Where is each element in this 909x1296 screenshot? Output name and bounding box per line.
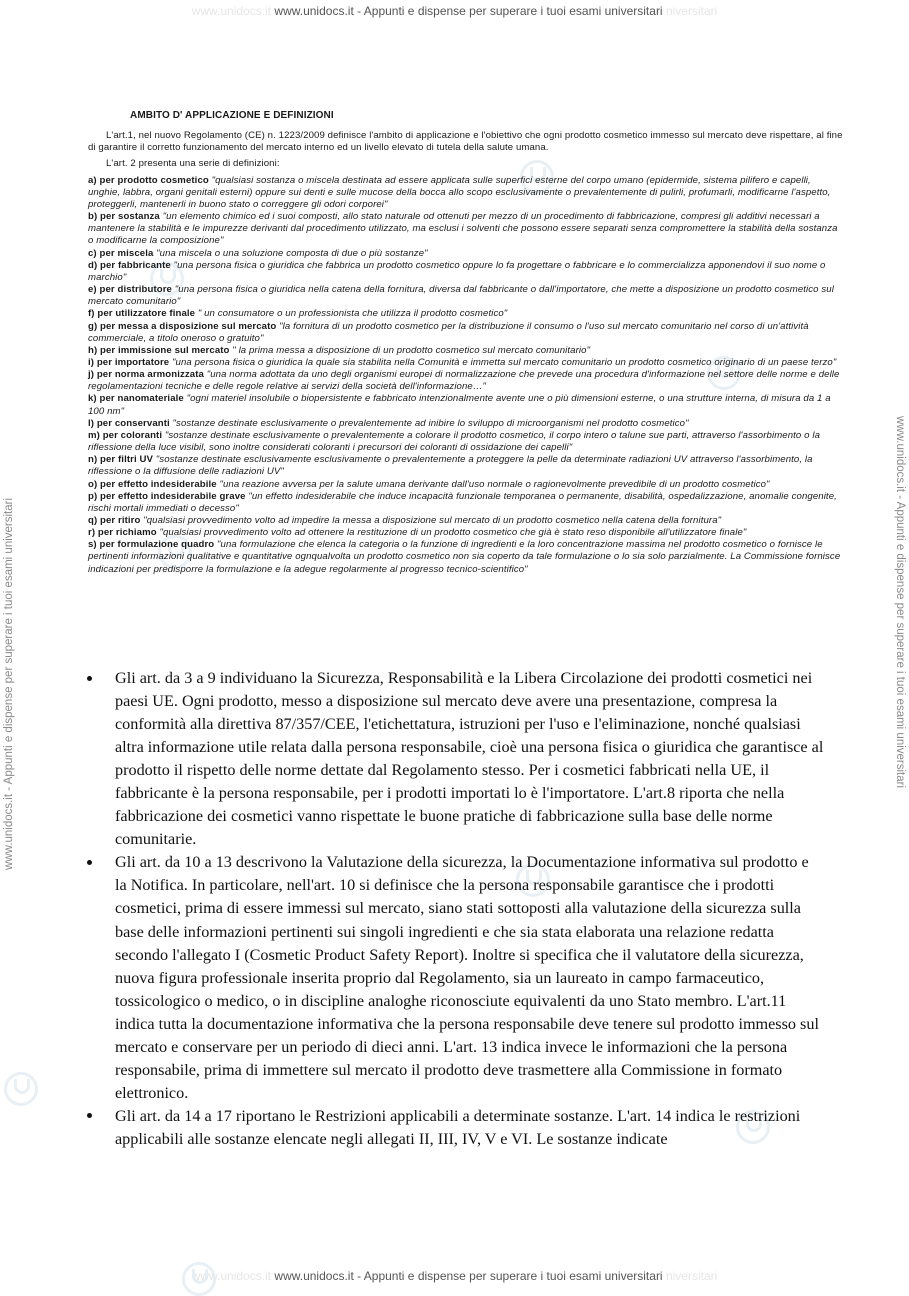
definition-text: "una reazione avversa per la salute umana derivante dall'uso normale o ragionevolmente prevedibile di un prodotto cosmetico" — [216, 478, 770, 490]
right-side-watermark: www.unidocs.it - Appunti e dispense per superare i tuoi esami universitari — [894, 416, 906, 789]
definition-text: "una persona fisica o giuridica la quale sia stabilita nella Comunità e immetta sul mercato comunitario un prodotto cosmetico originario di un paese terzo" — [169, 356, 837, 368]
definition-term: a) per prodotto cosmetico — [88, 174, 209, 186]
scanned-definitions — [88, 110, 844, 576]
definition-term: k) per nanomateriale — [88, 393, 184, 405]
definition-term: h) per immissione sul mercato — [88, 344, 230, 356]
definition-item — [88, 345, 844, 357]
definition-item — [88, 248, 844, 260]
definition-item — [88, 393, 844, 417]
definition-term: p) per effetto indesiderabile grave — [88, 490, 246, 502]
footer-ghost-left: www.unidocs.it — [191, 1269, 272, 1283]
bullet-item: Gli art. da 10 a 13 descrivono la Valutazione della sicurezza, la Documentazione informativa sul prodotto e la Notifica. In particolare, nell'art. 10 si definisce che la persona responsabile garantisce che i prodotti cosmetici, prima di essere immessi sul mercato, siano stati sottoposti alla valutazione della sicurezza sulla base delle informazioni pertinenti sui singoli ingredienti e che sia stata elaborata una relazione redatta secondo l'allegato I (Cosmetic Product Safety Report). Inoltre si specifica che il valutatore della sicurezza, nuova figura professionale inserita proprio dal Regolamento, sia un laureato in campo farmaceutico, tossicologico o medico, o in discipline analoghe riconosciute equivalenti da uno Stato membro. L'art.11 indica tutta la documentazione informativa che la persona responsabile deve tenere sul prodotto immesso sul mercato e conservare per un periodo di dieci anni. L'art. 13 indica invece le informazioni che la persona responsabile, prima di immettere sul mercato il prodotto deve trasmettere alla Commissione in formato elettronico. — [86, 851, 824, 1105]
definition-item — [88, 539, 844, 575]
definition-term: s) per formulazione quadro — [88, 539, 215, 551]
definition-term: l) per conservanti — [88, 417, 170, 429]
definition-item — [88, 454, 844, 478]
definition-term: c) per miscela — [88, 247, 154, 259]
definition-term: j) per norma armonizzata — [88, 369, 204, 381]
section-title: AMBITO D' APPLICAZIONE E DEFINIZIONI — [130, 110, 334, 121]
bullet-item: Gli art. da 3 a 9 individuano la Sicurezza, Responsabilità e la Libera Circolazione dei prodotti cosmetici nei paesi UE. Ogni prodotto, messo a disposizione sul mercato deve avere una presentazione, compresa la conformità alla direttiva 87/357/CEE, l'etichettatura, istruzioni per l'uso e l'eliminazione, nonché qualsiasi altra informazione utile relata dalla persona responsabile, cioè una persona fisica o giuridica che garantisce al prodotto il rispetto delle norme dettate dal Regolamento stesso. Per i cosmetici fabbricati nella UE, il fabbricante è la persona responsabile, per i prodotti importati lo è l'importatore. L'art.8 riporta che nella fabbricazione dei cosmetici vanno rispettate le buone pratiche di fabbricazione sulla base delle norme comunitarie. — [86, 667, 824, 851]
definition-text: "qualsiasi sostanza o miscela destinata ad essere applicata sulle superfici esterne del corpo umano (epidermide, sistema pilifero e capelli, unghie, labbra, organi genitali esterni) oppure sui denti e sulle mucose della bocca allo scopo esclusivamente o prevalentemente di pulirli, profumarli, modificarne l'aspetto, proteggerli, mantenerli in buono stato o correggere gli odori corporei" — [88, 174, 831, 210]
definition-term: b) per sostanza — [88, 211, 160, 223]
definition-term: i) per importatore — [88, 356, 170, 368]
definition-text: "qualsiasi provvedimento volto ad impedire la messa a disposizione sul mercato di un prodotto cosmetico nella catena della fornitura" — [140, 515, 722, 526]
definition-term: n) per filtri UV — [88, 454, 154, 466]
left-side-watermark: www.unidocs.it - Appunti e dispense per superare i tuoi esami universitari — [3, 497, 15, 870]
intro-art2: L'art. 2 presenta una serie di definizioni: — [106, 158, 280, 170]
definition-term: d) per fabbricante — [88, 259, 171, 271]
bullet-item: Gli art. da 14 a 17 riportano le Restrizioni applicabili a determinate sostanze. L'art. 14 indica le restrizioni applicabili alle sostanze elencate negli allegati II, III, IV, V e VI. Le sostanze indicate — [86, 1105, 824, 1151]
definition-item — [88, 527, 844, 539]
definition-text: "sostanze destinate esclusivamente o prevalentemente a colorare il prodotto cosmetico, il corpo intero o talune sue parti, attraverso l'assorbimento o la riflessione della luce visibil, sono inoltre considerati coloranti i precursori dei coloranti di ossidazione dei capelli" — [88, 429, 821, 454]
definition-text: "una persona fisica o giuridica nella catena della fornitura, diversa dal fabbricante o dall'importatore, che mette a disposizione un prodotto cosmetico sul mercato comunitario" — [88, 284, 834, 308]
header-banner-text: www.unidocs.it - Appunti e dispense per superare i tuoi esami universitari — [274, 4, 663, 18]
definition-item — [88, 418, 844, 430]
definition-text: "ogni materiel insolubile o biopersistente e fabbricato intenzionalmente avente une o più dimensioni esterne, o una strutture interna, di misura da 1 a 100 nm" — [88, 393, 831, 417]
definition-item — [88, 430, 844, 454]
header-banner — [0, 4, 909, 18]
definition-item — [88, 357, 844, 369]
definition-term: e) per distributore — [88, 284, 172, 296]
definition-text: "qualsiasi provvedimento volto ad ottenere la restituzione di un prodotto cosmetico che già è stato reso disponibile all'utilizzatore finale" — [156, 527, 747, 539]
definition-item — [88, 491, 844, 515]
definition-text: "sostanze destinate esclusivamente o prevalentemente ad inibire lo sviluppo di microorganismi nel prodotto cosmetico" — [169, 417, 689, 429]
definition-item — [88, 175, 844, 211]
definition-item — [88, 479, 844, 491]
watermark-logo-icon — [182, 1262, 216, 1296]
footer-ghost-right: niversitari — [665, 1269, 718, 1283]
definition-term: q) per ritiro — [88, 515, 141, 526]
watermark-logo-icon — [4, 1072, 38, 1106]
definition-text: "una miscela o una soluzione composta di due o più sostanze" — [153, 247, 428, 259]
definition-term: f) per utilizzatore finale — [88, 308, 196, 320]
definition-item — [88, 211, 844, 247]
definition-item — [88, 260, 844, 284]
definition-term: o) per effetto indesiderabile — [88, 478, 217, 490]
definition-text: "la fornitura di un prodotto cosmetico per la distribuzione il consumo o l'uso sul mercato comunitario nel corso di un'attività commerciale, a titolo oneroso o gratuito" — [88, 320, 809, 344]
definition-text: "sostanze destinate esclusivamente esclusivamente o prevalentemente a proteggere la pelle da determinate radiazioni UV attraverso l'assorbimento, la riflessione o la diffusione delle radiazioni UV" — [88, 454, 813, 478]
body-text — [86, 667, 824, 1151]
definition-item — [88, 369, 844, 393]
definition-text: "un effetto indesiderabile che induce incapacità funzionale temporanea o permanente, disabilità, ospedalizzazione, anomalie congenite, rischi mortali immediati o decesso" — [88, 490, 837, 514]
definition-text: "una persona fisica o giuridica che fabbrica un prodotto cosmetico oppure lo fa progettare o fabbricare e lo commercializza apponendovi il suo nome o marchio" — [88, 259, 826, 283]
definition-text: " la prima messa a disposizione di un prodotto cosmetico sul mercato comunitario" — [229, 344, 591, 356]
header-ghost-left: www.unidocs.it — [191, 4, 272, 18]
definitions-list — [88, 175, 844, 576]
definition-item — [88, 308, 844, 320]
definition-term: r) per richiamo — [88, 527, 157, 539]
footer-banner-text: www.unidocs.it - Appunti e dispense per superare i tuoi esami universitari — [274, 1269, 663, 1283]
bullet-list — [86, 667, 824, 1151]
definition-item — [88, 515, 844, 527]
intro-art1: L'art.1, nel nuovo Regolamento (CE) n. 1223/2009 definisce l'ambito di applicazione e l'obiettivo che ogni prodotto cosmetico immesso sul mercato deve rispettare, al fine di garantire il corretto funzionamento del mercato interno ed un livello elevato di tutela della salute umana. — [88, 130, 843, 154]
definition-text: "una formulazione che elenca la categoria o la funzione di ingredienti e la loro concentrazione massima nel prodotto cosmetico o fornisce le pertinenti informazioni qualitative e quantitative ognqualvolta un prodotto cosmetico non sia coperto da tale formulazione o lo sia solo parzialmente. La Commissione fornisce indicazioni per predisporre la formulazione e la adegue regolarmente al progresso tecnico-scientifico" — [88, 539, 841, 575]
footer-banner — [0, 1269, 909, 1283]
definition-text: " un consumatore o un professionista che utilizza il prodotto cosmetico" — [195, 308, 508, 320]
definition-item — [88, 284, 844, 308]
definition-term: g) per messa a disposizione sul mercato — [88, 320, 277, 332]
definition-term: m) per coloranti — [88, 429, 163, 441]
definition-item — [88, 321, 844, 345]
definition-text: "una norma adottata da uno degli organismi europei di normalizzazione che prevede una procedura d'informazione nel settore delle norme e delle regolamentazioni tecniche e delle regole relative ai servizi della società dell'informazione…" — [88, 369, 840, 393]
definition-text: "un elemento chimico ed i suoi composti, allo stato naturale od ottenuti per mezzo di un procedimento di fabbricazione, compresi gli additivi necessari a mantenere la stabilità e le impurezze derivanti dal procedimento utilizzato, ma esclusi i solventi che possono essere separati senza compromettere la stabilità della sostanza o modificarne la composizione" — [88, 211, 838, 247]
header-ghost-right: niversitari — [665, 4, 718, 18]
